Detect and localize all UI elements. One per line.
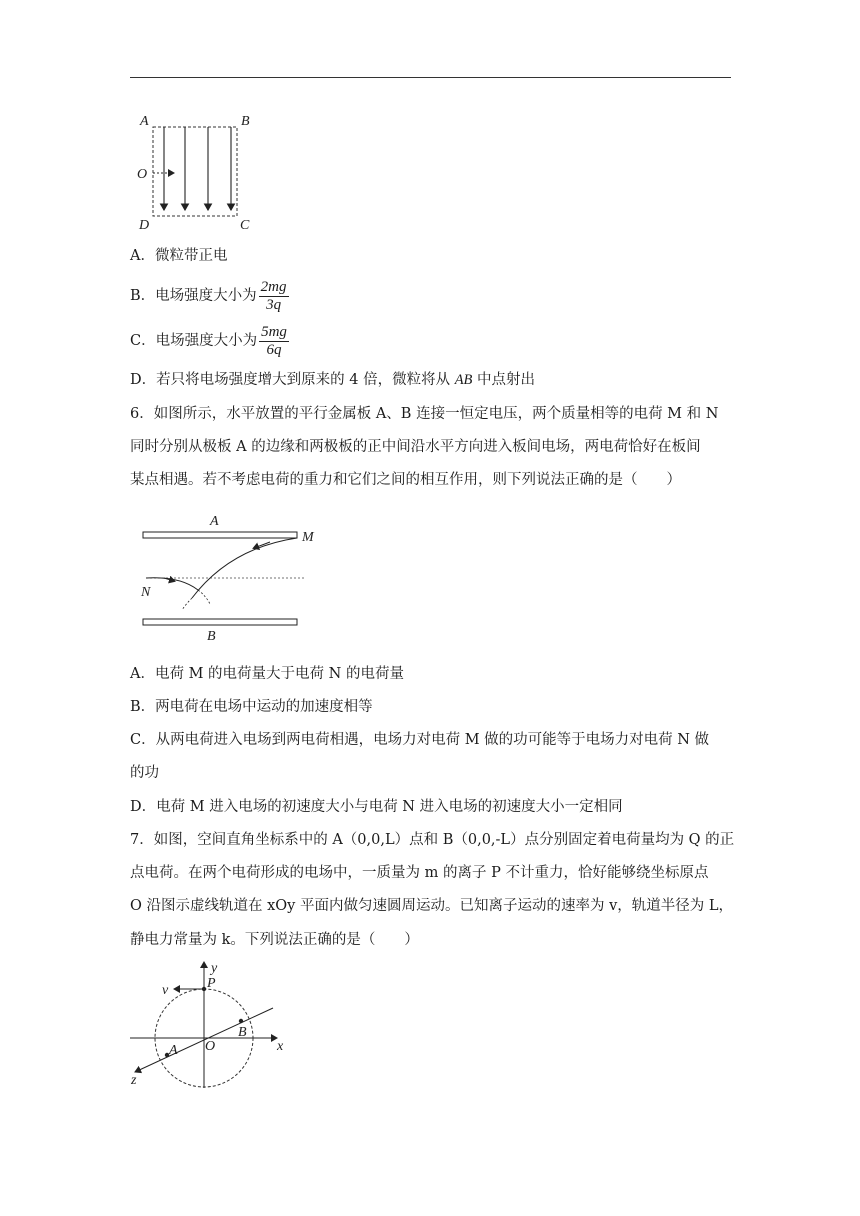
axis-z-label: z xyxy=(131,1073,137,1088)
q6-stem-line2: 同时分别从极板 A 的边缘和两极板的正中间沿水平方向进入板间电场，两电荷恰好在板间 xyxy=(130,439,701,455)
label-a: A xyxy=(140,114,149,129)
q6-option-c-line1: C．从两电荷进入电场到两电荷相遇，电场力对电荷 M 做的功可能等于电场力对电荷 N 做 xyxy=(130,732,710,748)
q7-stem-line2: 点电荷。在两个电荷形成的电场中，一质量为 m 的离子 P 不计重力，恰好能够绕坐标原点 xyxy=(130,865,709,881)
label-c: C xyxy=(240,218,250,233)
origin-label: O xyxy=(205,1039,216,1054)
axis-y-label: y xyxy=(211,961,218,976)
axis-x-label: x xyxy=(277,1039,284,1054)
label-o: O xyxy=(137,167,148,182)
point-a-label: A xyxy=(169,1043,178,1058)
charge-m-label: M xyxy=(302,530,314,545)
velocity-label: v xyxy=(162,983,169,998)
label-d: D xyxy=(139,218,150,233)
q5-option-c: C．电场强度大小为 $\frac{5mg}{6q}$ xyxy=(130,323,287,358)
point-p-label: P xyxy=(207,976,216,991)
q6-stem-line1: 6．如图所示，水平放置的平行金属板 A、B 连接一恒定电压，两个质量相等的电荷 M 和 N xyxy=(130,406,719,422)
q6-option-b: B．两电荷在电场中运动的加速度相等 xyxy=(130,699,373,715)
q6-option-c-line2: 的功 xyxy=(130,765,159,781)
plate-a-label: A xyxy=(210,514,219,529)
plate-b-label: B xyxy=(207,629,216,644)
header-rule xyxy=(130,77,731,78)
q5-option-d: D．若只将电场强度增大到原来的 4 倍，微粒将从 AB 中点射出 xyxy=(130,372,536,388)
q5-option-b: B．电场强度大小为 $\frac{2mg}{3q}$ xyxy=(130,278,287,313)
q6-option-d: D．电荷 M 进入电场的初速度大小与电荷 N 进入电场的初速度大小一定相同 xyxy=(130,799,623,815)
q5-option-a: A．微粒带正电 xyxy=(130,248,228,264)
q7-stem-line4: 静电力常量为 k。下列说法正确的是（ ） xyxy=(130,932,419,948)
charge-n-label: N xyxy=(141,585,151,600)
parallel-plates-figure xyxy=(130,508,330,648)
fraction-b: $\frac{2mg}{3q}$ xyxy=(260,278,287,313)
fraction-c: $\frac{5mg}{6q}$ xyxy=(261,323,287,358)
q7-stem-line3: O 沿图示虚线轨道在 xOy 平面内做匀速圆周运动。已知离子运动的速率为 v，轨道半径为 L， xyxy=(130,898,734,914)
field-square-figure xyxy=(132,110,257,235)
point-b-label: B xyxy=(238,1025,247,1040)
q7-stem-line1: 7．如图，空间直角坐标系中的 A（0,0,L）点和 B（0,0,-L）点分别固定着电荷量均为 Q 的正 xyxy=(130,832,735,848)
q6-stem-line3: 某点相遇。若不考虑电荷的重力和它们之间的相互作用，则下列说法正确的是（ ） xyxy=(130,472,681,488)
q6-option-a: A．电荷 M 的电荷量大于电荷 N 的电荷量 xyxy=(130,666,404,682)
coordinate-system-figure xyxy=(125,958,295,1088)
label-b: B xyxy=(241,114,250,129)
